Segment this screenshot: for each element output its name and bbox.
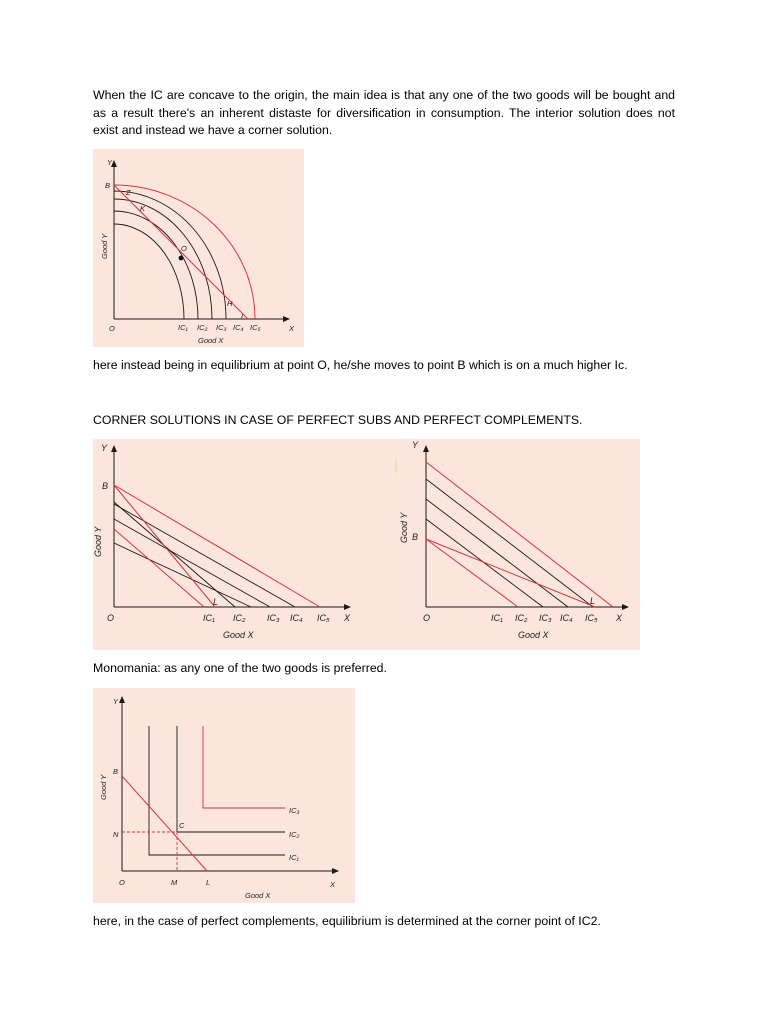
- fig2-ic4-line: [114, 543, 251, 607]
- paragraph-perfect-complements: here, in the case of perfect complements, equilibrium is determined at the corner point of IC2.: [93, 914, 601, 928]
- fig4-y-label: Y: [113, 697, 119, 706]
- fig1-xaxis-title: Good X: [198, 336, 224, 345]
- fig4-x-axis-arrow-icon: [332, 868, 339, 874]
- paragraph-move-to-b: here instead being in equilibrium at point O, he/she moves to point B which is on a much higher Ic.: [93, 358, 628, 372]
- fig4-l-label: L: [206, 878, 211, 887]
- fig3-x-axis-arrow-icon: [622, 604, 629, 610]
- fig2-ic5-line: [114, 485, 320, 607]
- fig2-ic2-label: IC₂: [233, 613, 246, 623]
- fig2-ic5-label: IC₅: [317, 613, 330, 623]
- fig4-ic3-label: IC₃: [289, 806, 300, 815]
- fig4-origin-label: O: [119, 878, 125, 887]
- fig3-y-axis-arrow-icon: [423, 445, 429, 452]
- fig2-y-label: Y: [101, 443, 108, 453]
- fig2-origin-label: O: [107, 613, 115, 623]
- fig2-budget-line: [114, 485, 215, 607]
- fig3-ic3-line: [426, 479, 596, 607]
- fig2-x-label: X: [344, 613, 351, 623]
- figure-perfect-substitutes: [93, 439, 640, 650]
- fig1-z-label: Z: [126, 188, 131, 197]
- fig3-y-label: Y: [412, 440, 419, 450]
- fig2-yaxis-title: Good Y: [93, 526, 103, 557]
- fig4-y-axis-arrow-icon: [119, 696, 125, 703]
- fig4-ic2-label: IC₂: [289, 830, 300, 839]
- fig4-x-label: X: [330, 880, 336, 889]
- fig4-ic1-label: IC₁: [289, 853, 299, 862]
- fig3-ic5-line: [426, 462, 613, 607]
- fig1-x-label: X: [289, 324, 295, 333]
- fig1-ic4-label: IC₄: [233, 323, 244, 332]
- equilibrium-point: [179, 256, 184, 261]
- fig1-yaxis-title: Good Y: [100, 233, 109, 259]
- fig4-ic1-curve: [149, 726, 285, 855]
- fig1-ic5-label: IC₅: [250, 323, 261, 332]
- ic3-curve: [114, 199, 212, 319]
- fig4-n-label: N: [113, 830, 119, 839]
- fig3-ic-red-line: [426, 539, 518, 607]
- fig4-ic3-curve: [203, 726, 285, 808]
- fig2-b-label: B: [102, 481, 109, 491]
- fig3-ic2-label: IC₂: [515, 613, 528, 623]
- ic1-curve: [114, 224, 184, 319]
- fig4-m-label: M: [171, 878, 178, 887]
- fig4-xaxis-title: Good X: [245, 891, 271, 900]
- fig1-ic3-label: IC₃: [216, 323, 227, 332]
- x-axis-arrow-icon: [283, 316, 290, 322]
- fig3-ic3-label: IC₃: [539, 613, 552, 623]
- fig2-ic4-label: IC₄: [290, 613, 303, 623]
- fig3-ic2-line: [426, 499, 568, 607]
- fig3-xaxis-title: Good X: [518, 630, 549, 640]
- fig1-ic1-label: IC₁: [178, 323, 188, 332]
- fig3-ic4-label: IC₄: [560, 613, 573, 623]
- fig3-b-label: B: [412, 532, 419, 542]
- ic4-curve: [114, 191, 226, 319]
- fig4-ic2-curve: [177, 726, 285, 832]
- paragraph-monomania: Monomania: as any one of the two goods is preferred.: [93, 661, 387, 675]
- fig1-k-label: K: [140, 204, 146, 213]
- concave-ic-diagram: [93, 149, 304, 347]
- fig3-l-label: L: [590, 596, 596, 606]
- fig1-y-label: Y: [107, 158, 113, 167]
- figure-perfect-complements: [93, 688, 355, 903]
- fig3-ic1-label: IC₁: [491, 613, 503, 623]
- fig2-x-axis-arrow-icon: [344, 604, 351, 610]
- fig4-c-label: C: [179, 821, 185, 830]
- fig1-point-label: O: [181, 244, 187, 253]
- fig1-ic2-label: IC₂: [197, 323, 208, 332]
- paragraph-concave-ic: When the IC are concave to the origin, the main idea is that any one of the two goods will be bought and as a result there's an inherent distaste for diversification in consumption. The interior solution does not exist and instead we have a corner solution.: [93, 88, 675, 138]
- fig2-ic3-label: IC₃: [267, 613, 280, 623]
- fig4-budget-line: [122, 776, 207, 871]
- fig2-y-axis-arrow-icon: [111, 445, 117, 452]
- fig1-l-label: L: [241, 312, 246, 321]
- perfect-complements-diagram: [93, 688, 355, 903]
- fig3-ic5-label: IC₅: [585, 613, 598, 623]
- fig2-ic1-label: IC₁: [203, 613, 215, 623]
- section-heading-corner-solutions: CORNER SOLUTIONS IN CASE OF PERFECT SUBS AND PERFECT COMPLEMENTS.: [93, 413, 583, 427]
- fig1-h-label: H: [227, 299, 233, 308]
- fig3-origin-label: O: [423, 613, 431, 623]
- fig3-x-label: X: [616, 613, 623, 623]
- fig2-l-label: L: [213, 597, 219, 607]
- fig1-origin-label: O: [109, 324, 115, 333]
- fig2-xaxis-title: Good X: [223, 630, 254, 640]
- perfect-substitutes-diagram: [93, 439, 640, 650]
- fig1-b-label: B: [105, 181, 111, 190]
- fig3-yaxis-title: Good Y: [399, 512, 409, 543]
- fig4-b-label: B: [113, 767, 119, 776]
- fig4-yaxis-title: Good Y: [99, 774, 108, 800]
- figure-concave-ic: [93, 149, 304, 347]
